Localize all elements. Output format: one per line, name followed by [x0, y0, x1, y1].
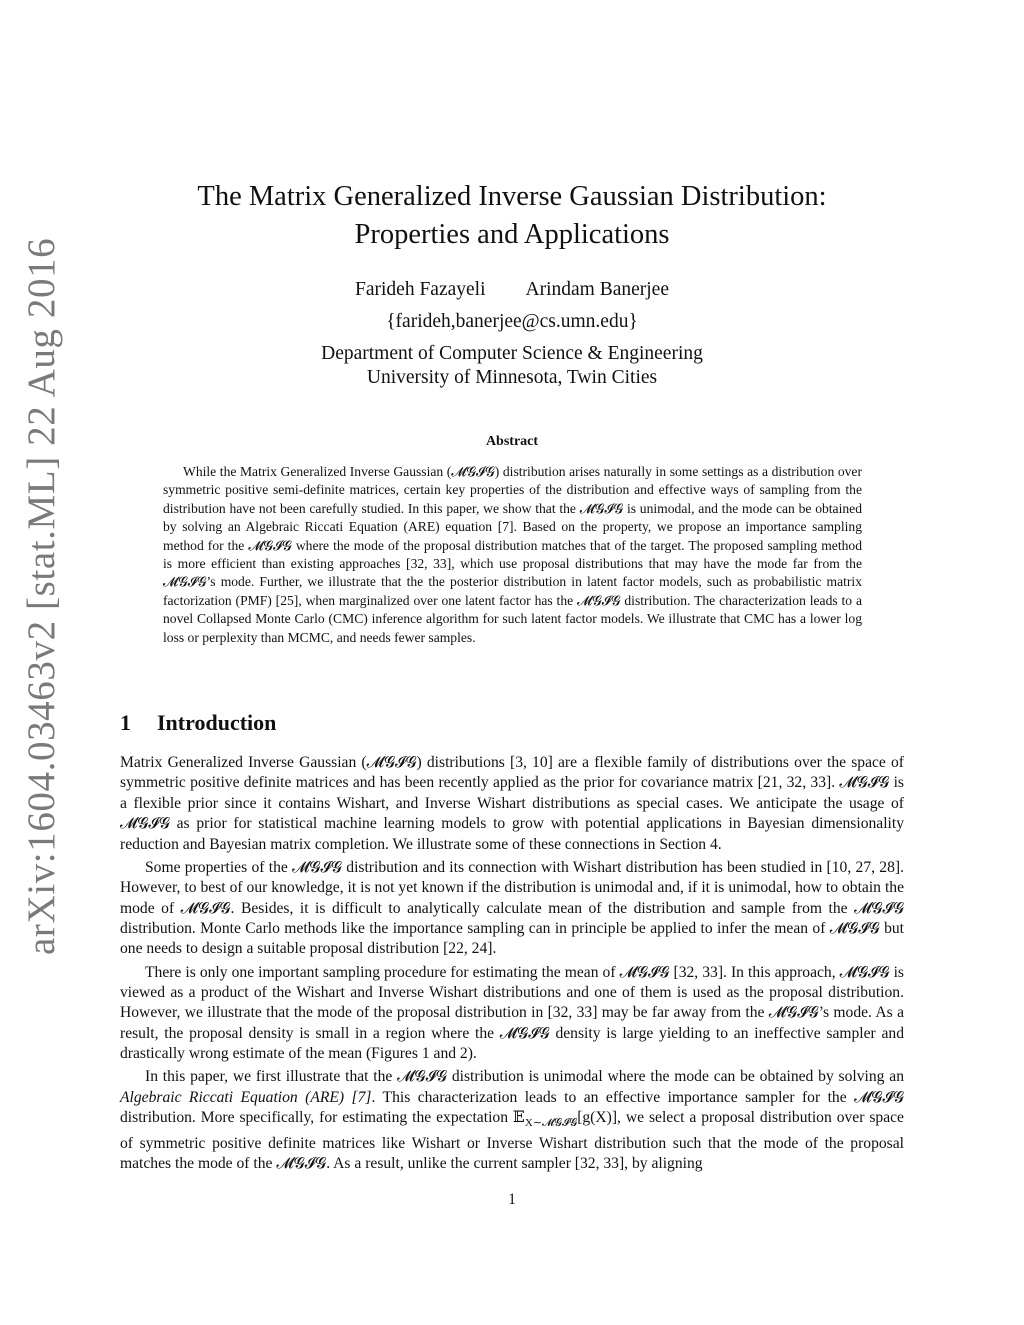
citation-italic: Algebraic Riccati Equation (ARE) [7]: [120, 1088, 372, 1106]
department: Department of Computer Science & Engineering: [321, 343, 703, 364]
introduction-body: [120, 753, 904, 1177]
author-list: [120, 277, 904, 303]
section-heading: [120, 708, 904, 738]
arxiv-identifier-stamp: arXiv:1604.03463v2 [stat.ML] 22 Aug 2016: [20, 237, 63, 955]
section-number: 1: [120, 710, 131, 735]
abstract-heading: Abstract: [485, 434, 539, 449]
title-line-1: The Matrix Generalized Inverse Gaussian Distribution:: [197, 181, 827, 212]
paragraph-text: [g(X)], we select a proposal distribution over space of symmetric positive definite matrices like Wishart or Inverse Wishart distribution such that the mode of the proposal matches the mode of the 𝓜𝓖𝓘𝓖. As a result, unlike the current sampler [32, 33], by aligning: [120, 1109, 904, 1173]
affiliation: [120, 342, 904, 390]
title-line-2: Properties and Applications: [354, 219, 670, 250]
paragraph: Some properties of the 𝓜𝓖𝓘𝓖 distribution and its connection with Wishart distribution has been studied in [10, 27, 28]. However, to best of our knowledge, it is not yet known if the distribution is unimodal and, if it is unimodal, how to obtain the mode of 𝓜𝓖𝓘𝓖. Besides, it is difficult to analytically calculate mean of the distribution and sample from the 𝓜𝓖𝓘𝓖 distribution. Monte Carlo methods like the importance sampling can in principle be applied to infer the mean of 𝓜𝓖𝓘𝓖 but one needs to design a suitable proposal distribution [22, 24].: [120, 858, 904, 958]
section-title: Introduction: [157, 710, 277, 735]
paper-title: [120, 178, 904, 254]
abstract-text: While the Matrix Generalized Inverse Gaussian (𝓜𝓖𝓘𝓖) distribution arises naturally in some settings as a distribution over symmetric positive semi-definite matrices, certain key properties of the distribution and effective ways of sampling from the distribution have not been carefully studied. In this paper, we show that the 𝓜𝓖𝓘𝓖 is unimodal, and the mode can be obtained by solving an Algebraic Riccati Equation (ARE) equation [7]. Based on the property, we propose an importance sampling method for the 𝓜𝓖𝓘𝓖 where the mode of the proposal distribution matches that of the target. The proposed sampling method is more efficient than existing approaches [32, 33], which use proposal distributions that may have the mode far from the 𝓜𝓖𝓘𝓖’s mode. Further, we illustrate that the the posterior distribution in latent factor models, such as probabilistic matrix factorization (PMF) [25], when marginalized over one latent factor has the 𝓜𝓖𝓘𝓖 distribution. The characterization leads to a novel Collapsed Monte Carlo (CMC) inference algorithm for such latent factor models. We illustrate that CMC has a lower log loss or perplexity than MCMC, and needs fewer samples.: [163, 464, 862, 645]
university: University of Minnesota, Twin Cities: [366, 367, 658, 388]
page-number: 1: [508, 1191, 516, 1208]
paragraph-text: In this paper, we first illustrate that the 𝓜𝓖𝓘𝓖 distribution is unimodal where the mode can be obtained by solving an: [145, 1068, 904, 1086]
paragraph: There is only one important sampling procedure for estimating the mean of 𝓜𝓖𝓘𝓖 [32, 33]. In this approach, 𝓜𝓖𝓘𝓖 is viewed as a product of the Wishart and Inverse Wishart distributions and one of them is used as the proposal distribution. However, we illustrate that the mode of the proposal distribution in [32, 33] may be far away from the 𝓜𝓖𝓘𝓖’s mode. As a result, the proposal density is small in a region where the 𝓜𝓖𝓘𝓖 density is large yielding to an ineffective sampler and drastically wrong estimate of the mean (Figures 1 and 2).: [120, 963, 904, 1063]
author-name: Farideh Fazayeli: [355, 279, 486, 300]
author-name: Arindam Banerjee: [525, 279, 669, 300]
paragraph-text: . This characterization leads to an effective importance sampler for the 𝓜𝓖𝓘𝓖 distribution. More specifically, for estimating the expectation 𝔼: [120, 1088, 904, 1127]
paragraph: Matrix Generalized Inverse Gaussian (𝓜𝓖𝓘𝓖) distributions [3, 10] are a flexible family of distributions over the space of symmetric positive definite matrices and has been recently applied as the prior for covariance matrix [21, 32, 33]. 𝓜𝓖𝓘𝓖 is a flexible prior since it contains Wishart, and Inverse Wishart distributions as special cases. We anticipate the usage of 𝓜𝓖𝓘𝓖 as prior for statistical machine learning models to grow with potential applications in Bayesian dimensionality reduction and Bayesian matrix completion. We illustrate some of these connections in Section 4.: [120, 754, 904, 853]
author-email: {farideh,banerjee@cs.umn.edu}: [386, 311, 638, 332]
expectation-subscript: X∼𝓜𝓖𝓘𝓖: [524, 1117, 578, 1130]
paragraph: [120, 1067, 904, 1174]
